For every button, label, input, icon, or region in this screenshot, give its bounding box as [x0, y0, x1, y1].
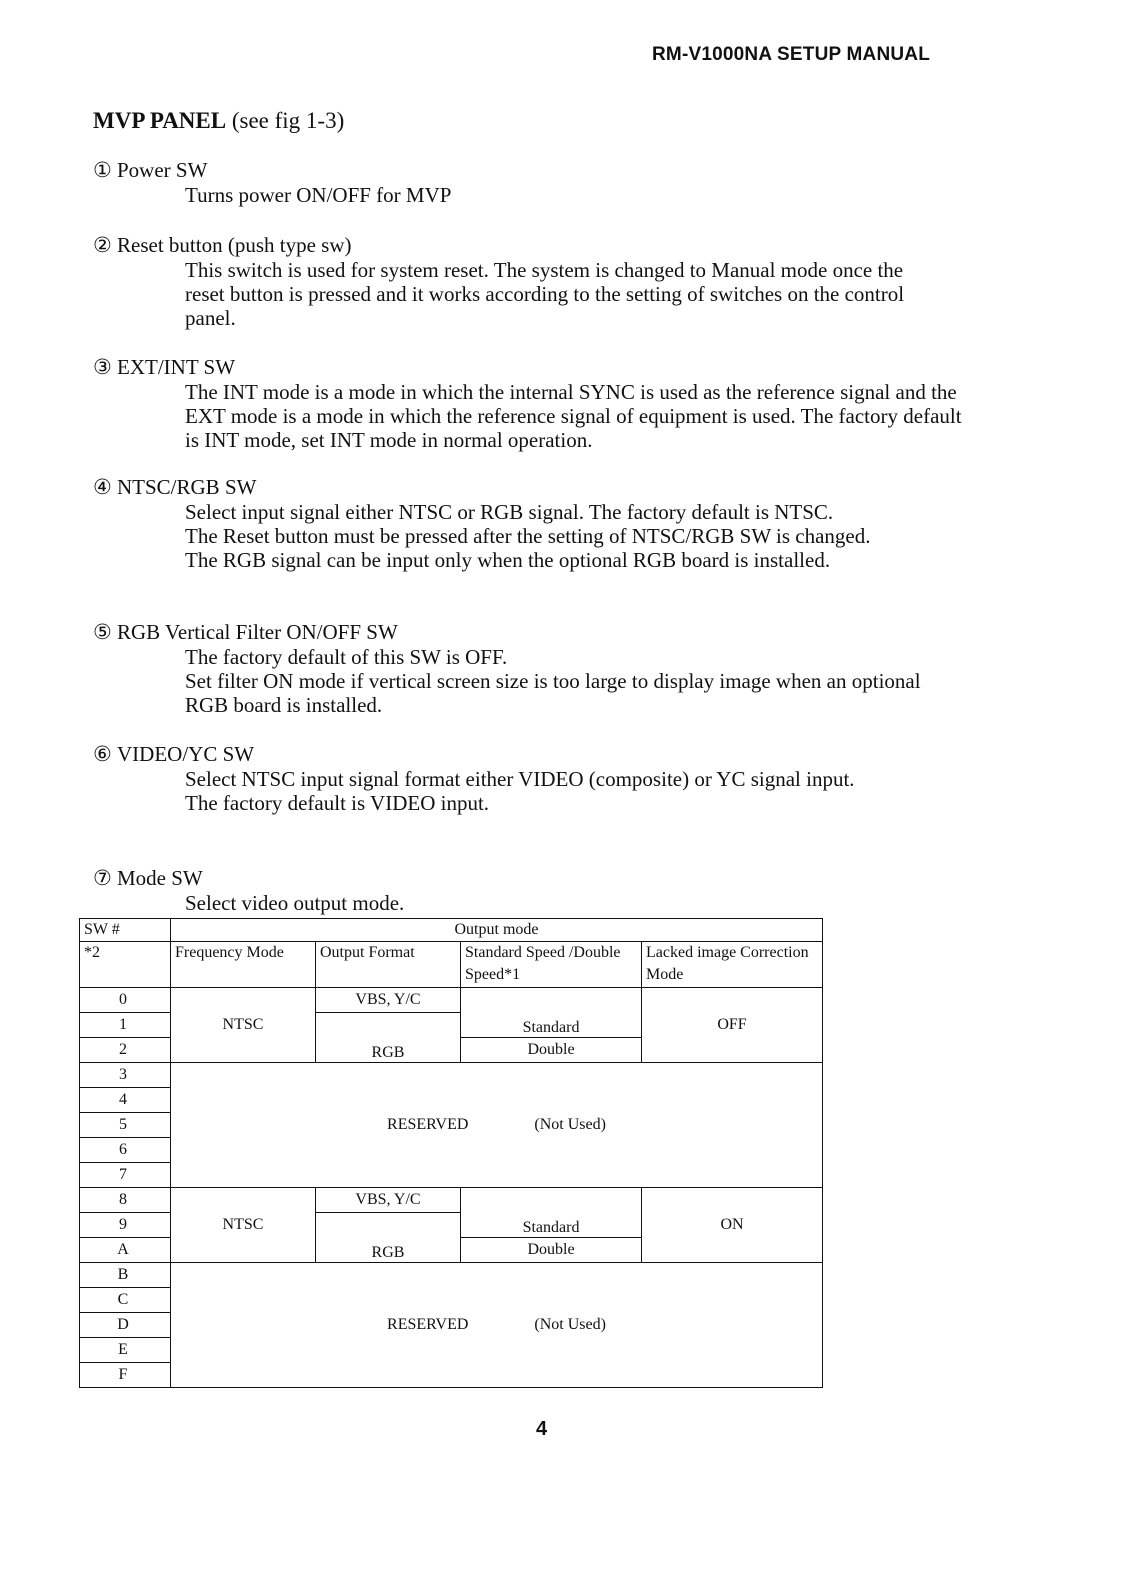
header-frequency-mode: Frequency Mode [171, 942, 316, 988]
speed-cell: Standard [461, 1188, 642, 1238]
item-title: RGB Vertical Filter ON/OFF SW [117, 620, 398, 644]
item-desc: The factory default is VIDEO input. [185, 791, 490, 815]
sw-row-number: 1 [80, 1013, 171, 1038]
lacked-image-cell: OFF [642, 988, 823, 1063]
speed-cell: Double [461, 1038, 642, 1063]
item-ntsc-rgb-sw [93, 475, 945, 572]
item-desc: Select video output mode. [185, 891, 405, 915]
section-title [93, 108, 344, 134]
reserved-note: (Not Used) [534, 1316, 606, 1333]
item-mode-sw [93, 866, 965, 915]
sw-row-number: B [80, 1263, 171, 1288]
sw-row-number: E [80, 1338, 171, 1363]
item-desc: The factory default of this SW is OFF. [185, 645, 508, 669]
manual-header: RM-V1000NA SETUP MANUAL [652, 44, 931, 65]
page-number: 4 [536, 1418, 548, 1440]
header-speed: Standard Speed /Double Speed*1 [461, 942, 642, 988]
lacked-image-cell: ON [642, 1188, 823, 1263]
speed-cell: Standard [461, 988, 642, 1038]
freq-mode-cell: NTSC [171, 1188, 316, 1263]
item-desc: The INT mode is a mode in which the internal SYNC is used as the reference signal and the EXT mode is a mode in which the reference signal of equipment is used. The factory default is INT mode, set INT mode in normal operation. [185, 380, 962, 452]
item-number: ③ [93, 355, 112, 379]
item-rgb-vertical-filter-sw [93, 620, 955, 717]
item-title: VIDEO/YC SW [117, 742, 255, 766]
output-format-cell: RGB [316, 1013, 461, 1063]
reserved-note: (Not Used) [534, 1116, 606, 1133]
item-title: Power SW [117, 158, 208, 182]
item-desc: Turns power ON/OFF for MVP [185, 183, 452, 207]
item-power-sw [93, 158, 965, 207]
item-desc: Select NTSC input signal format either VIDEO (composite) or YC signal input. [185, 767, 855, 791]
sw-row-number: 3 [80, 1063, 171, 1088]
sw-row-number: 5 [80, 1113, 171, 1138]
item-desc: The Reset button must be pressed after the setting of NTSC/RGB SW is changed. [185, 524, 871, 548]
item-desc: The RGB signal can be input only when the optional RGB board is installed. [185, 548, 831, 572]
item-title: Mode SW [117, 866, 203, 890]
item-number: ⑤ [93, 620, 112, 644]
sw-row-number: 4 [80, 1088, 171, 1113]
sw-row-number: 7 [80, 1163, 171, 1188]
item-ext-int-sw [93, 355, 965, 452]
item-desc: Select input signal either NTSC or RGB signal. The factory default is NTSC. [185, 500, 834, 524]
header-output-format: Output Format [316, 942, 461, 988]
sw-row-number: 8 [80, 1188, 171, 1213]
output-format-cell: VBS, Y/C [316, 1188, 461, 1213]
item-number: ② [93, 233, 112, 257]
item-desc: This switch is used for system reset. The system is changed to Manual mode once the reset button is pressed and it works according to the setting of switches on the control panel. [185, 258, 905, 330]
item-title: NTSC/RGB SW [117, 475, 257, 499]
header-sw: SW # [80, 919, 171, 942]
header-lacked-image: Lacked image Correction Mode [642, 942, 823, 988]
section-title-main: MVP PANEL [93, 108, 227, 133]
item-reset-button [93, 233, 945, 330]
sw-row-number: F [80, 1363, 171, 1388]
sw-row-number: 9 [80, 1213, 171, 1238]
freq-mode-cell: NTSC [171, 988, 316, 1063]
item-number: ⑦ [93, 866, 112, 890]
output-format-cell: RGB [316, 1213, 461, 1263]
sw-row-number: 0 [80, 988, 171, 1013]
mode-table [79, 918, 823, 1388]
output-format-cell: VBS, Y/C [316, 988, 461, 1013]
item-desc: Set filter ON mode if vertical screen size is too large to display image when an optional RGB board is installed. [185, 669, 921, 717]
item-title: EXT/INT SW [117, 355, 236, 379]
item-number: ⑥ [93, 742, 112, 766]
header-sw-note: *2 [80, 942, 171, 988]
reserved-label: RESERVED [387, 1316, 469, 1333]
reserved-block [171, 1263, 823, 1388]
sw-row-number: 6 [80, 1138, 171, 1163]
sw-row-number: D [80, 1313, 171, 1338]
sw-row-number: C [80, 1288, 171, 1313]
reserved-label: RESERVED [387, 1116, 469, 1133]
item-title: Reset button (push type sw) [117, 233, 352, 257]
header-output-mode: Output mode [171, 919, 823, 942]
sw-row-number: A [80, 1238, 171, 1263]
item-video-yc-sw [93, 742, 985, 815]
sw-row-number: 2 [80, 1038, 171, 1063]
item-number: ④ [93, 475, 112, 499]
section-title-ref: (see fig 1-3) [226, 108, 345, 133]
item-number: ① [93, 158, 112, 182]
speed-cell: Double [461, 1238, 642, 1263]
reserved-block [171, 1063, 823, 1188]
